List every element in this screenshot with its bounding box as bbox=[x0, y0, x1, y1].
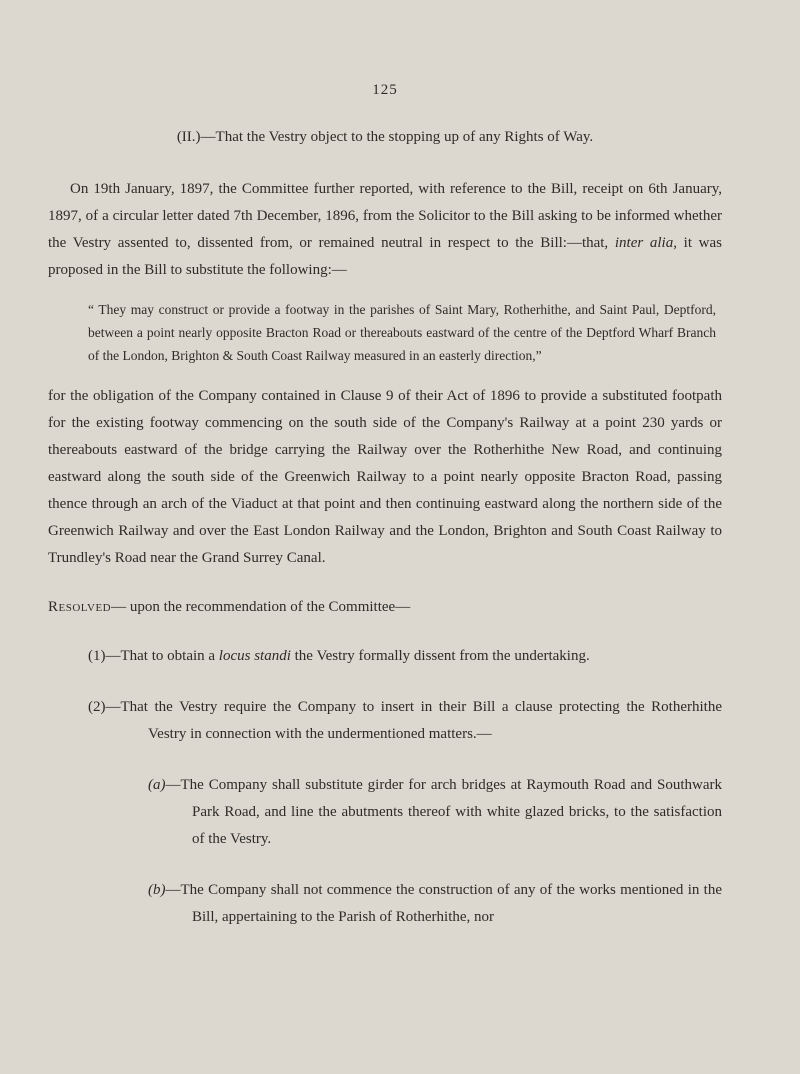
resolution-item-1 bbox=[48, 643, 722, 670]
resolved-label: Resolved bbox=[48, 599, 112, 615]
resolution-item-1-text-1: (1)—That to obtain a bbox=[88, 648, 219, 664]
resolution-subitem-b bbox=[48, 877, 722, 931]
paragraph-report-italic: inter alia bbox=[614, 235, 674, 251]
resolved-text: — upon the recommendation of the Committee— bbox=[111, 599, 411, 615]
paragraph-report bbox=[48, 176, 722, 284]
paragraph-report-text-2: , it was proposed in the Bill to substitute the following:— bbox=[48, 235, 723, 278]
resolution-item-1-text-2: the Vestry formally dissent from the undertaking. bbox=[290, 648, 590, 664]
subitem-a-marker: (a) bbox=[148, 777, 166, 793]
subitem-b-marker: (b) bbox=[148, 882, 166, 898]
section-heading: (II.)—That the Vestry object to the stopping up of any Rights of Way. bbox=[176, 129, 594, 145]
subitem-b-text: —The Company shall not commence the construction of any of the works mentioned in the Bill, appertaining to the Parish of Rotherhithe, nor bbox=[165, 882, 722, 925]
resolution-item-2: (2)—That the Vestry require the Company to insert in their Bill a clause protecting the Rotherhithe Vestry in connection with the undermentioned matters.— bbox=[88, 699, 722, 742]
resolution-subitem-a bbox=[48, 772, 722, 853]
page-number: 125 bbox=[372, 82, 398, 98]
subitem-a-text: —The Company shall substitute girder for arch bridges at Raymouth Road and Southwark Park Road, and line the abutments thereof with white glazed bricks, to the satisfaction of the Vestry. bbox=[165, 777, 722, 847]
resolution-line bbox=[48, 594, 722, 621]
paragraph-obligation: for the obligation of the Company contained in Clause 9 of their Act of 1896 to provide a substituted footpath for the existing footway commencing on the south side of the Company's Railway at a point 230 yards or thereabouts eastward of the bridge carrying the Railway over the Rotherhithe New Road, and continuing eastward along the south side of the Greenwich Railway to a point nearly opposite Bracton Road, passing thence through an arch of the Viaduct at that point and then continuing eastward along the northern side of the Greenwich Railway and over the East London Railway and the London, Brighton and South Coast Railway to Trundley's Road near the Grand Surrey Canal. bbox=[48, 388, 722, 566]
resolution-item-1-italic: locus standi bbox=[218, 648, 291, 664]
paragraph-report-text-1: On 19th January, 1897, the Committee further reported, with reference to the Bill, receipt on 6th January, 1897, of a circular letter dated 7th December, 1896, from the Solicitor to the Bill asking to be informed whether the Vestry assented to, dissented from, or remained neutral in respect to the Bill:—that, bbox=[48, 181, 722, 251]
quoted-clause: “ They may construct or provide a footway in the parishes of Saint Mary, Rotherhithe, and Saint Paul, Deptford, between a point nearly opposite Bracton Road or thereabouts eastward of the centre of the Deptford Wharf Branch of the London, Brighton & South Coast Railway measured in an easterly direction,” bbox=[88, 302, 716, 363]
